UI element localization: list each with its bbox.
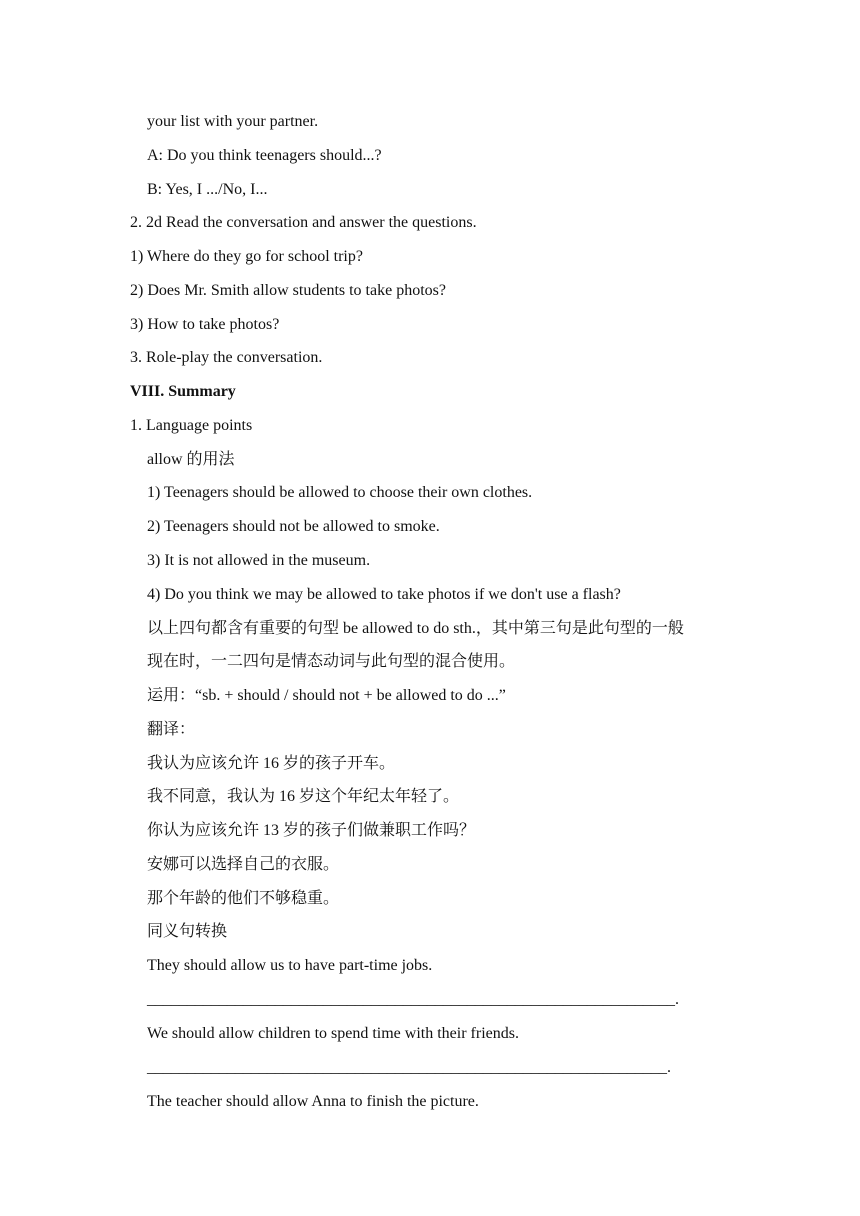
text-line: 1) Teenagers should be allowed to choose their own clothes. (147, 484, 533, 501)
answer-blank[interactable]: __________________________________________________________________. (147, 991, 679, 1008)
text-line: 我认为应该允许 16 岁的孩子开车。 (147, 755, 396, 772)
section-heading: VIII. Summary (130, 383, 236, 400)
text-line: 运用：“sb. + should / should not + be allowed to do ...” (147, 687, 506, 704)
text-line: The teacher should allow Anna to finish the picture. (147, 1093, 479, 1110)
text-line: 2) Teenagers should not be allowed to smoke. (147, 518, 440, 535)
text-line: 3) How to take photos? (130, 316, 280, 333)
text-line: 你认为应该允许 13 岁的孩子们做兼职工作吗？ (147, 822, 476, 839)
text-line: 以上四句都含有重要的句型 be allowed to do sth.，其中第三句是此句型的一般 (147, 620, 684, 637)
text-line: 1. Language points (130, 417, 253, 434)
text-line: your list with your partner. (147, 113, 319, 130)
text-line: B: Yes, I .../No, I... (147, 181, 268, 198)
text-line: 翻译： (147, 721, 196, 738)
text-line: allow 的用法 (147, 451, 235, 468)
text-line: 我不同意，我认为 16 岁这个年纪太年轻了。 (147, 788, 460, 805)
text-line: They should allow us to have part-time jobs. (147, 957, 433, 974)
text-line: 1) Where do they go for school trip? (130, 248, 363, 265)
text-line: 2) Does Mr. Smith allow students to take photos? (130, 282, 446, 299)
text-line: 2. 2d Read the conversation and answer the questions. (130, 214, 477, 231)
text-line: 3) It is not allowed in the museum. (147, 552, 371, 569)
text-line: 4) Do you think we may be allowed to take photos if we don't use a flash? (147, 586, 621, 603)
text-line: 同义句转换 (147, 923, 228, 940)
text-line: We should allow children to spend time with their friends. (147, 1025, 519, 1042)
text-line: 现在时，一二四句是情态动词与此句型的混合使用。 (147, 653, 516, 670)
text-line: A: Do you think teenagers should...? (147, 147, 382, 164)
answer-blank[interactable]: _________________________________________________________________. (147, 1059, 671, 1076)
text-line: 3. Role-play the conversation. (130, 349, 323, 366)
text-line: 那个年龄的他们不够稳重。 (147, 890, 340, 907)
text-line: 安娜可以选择自己的衣服。 (147, 856, 340, 873)
